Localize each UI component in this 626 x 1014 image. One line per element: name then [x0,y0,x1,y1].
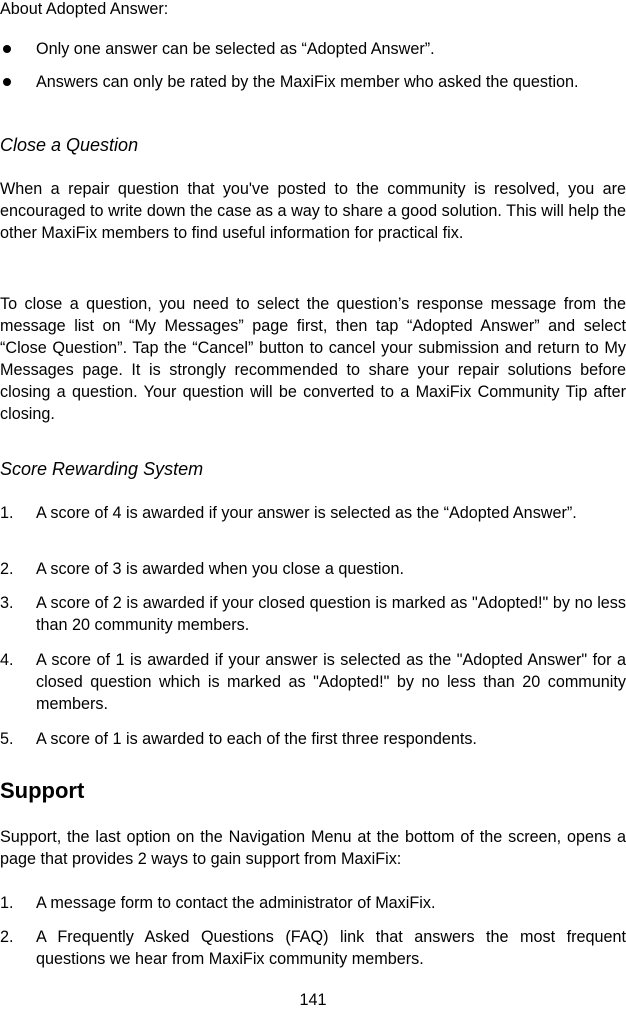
close-paragraph-1: When a repair question that you've posted to the community is resolved, you are encouraged to write down the case as a way to share a good solution. This will help the other MaxiFix members to find useful information for practical fix. [0,180,626,242]
bullet-text: Only one answer can be selected as “Adopted Answer”. [36,40,435,58]
list-number: 3. [0,594,14,612]
page-number: 141 [299,991,327,1009]
bullet-item [0,38,626,60]
list-text: A score of 3 is awarded when you close a question. [36,560,405,578]
list-item [0,558,626,580]
list-number: 2. [0,560,14,578]
section-heading-score: Score Rewarding System [0,459,204,479]
close-paragraph-2: To close a question, you need to select the question’s response message from the message list on “My Messages” page first, then tap “Adopted Answer” and select “Close Question”. Tap the “Cancel” button to cancel your submission and return to My Messages page. It is strongly recommended to share your repair solutions before closing a question. Your question will be converted to a MaxiFix Community Tip after closing. [0,295,626,423]
bullet-icon [3,45,11,53]
bullet-icon [3,78,11,86]
list-item [0,728,626,750]
list-text: A score of 4 is awarded if your answer is selected as the “Adopted Answer”. [36,504,577,522]
support-paragraph: Support, the last option on the Navigation Menu at the bottom of the screen, opens a page that provides 2 ways to gain support from MaxiFix: [0,828,626,868]
section-heading-close-question: Close a Question [0,135,139,155]
list-item [0,926,626,970]
bullet-text: Answers can only be rated by the MaxiFix member who asked the question. [36,73,579,91]
list-number: 1. [0,504,14,522]
list-number: 5. [0,730,14,748]
section-heading-support: Support [0,778,85,803]
adopted-intro: About Adopted Answer: [0,0,169,18]
list-text: A message form to contact the administrator of MaxiFix. [36,894,436,912]
list-item [0,502,626,546]
list-number: 2. [0,928,14,946]
list-item [0,592,626,636]
list-text: A Frequently Asked Questions (FAQ) link that answers the most frequent questions we hear from MaxiFix community members. [36,928,626,968]
list-text: A score of 2 is awarded if your closed question is marked as "Adopted!" by no less than 20 community members. [36,594,626,634]
list-number: 1. [0,894,14,912]
list-text: A score of 1 is awarded to each of the first three respondents. [36,730,477,748]
bullet-item [0,71,626,115]
list-text: A score of 1 is awarded if your answer is selected as the "Adopted Answer" for a closed question which is marked as "Adopted!" by no less than 20 community members. [36,651,626,713]
list-number: 4. [0,651,14,669]
list-item [0,649,626,715]
list-item [0,892,626,914]
